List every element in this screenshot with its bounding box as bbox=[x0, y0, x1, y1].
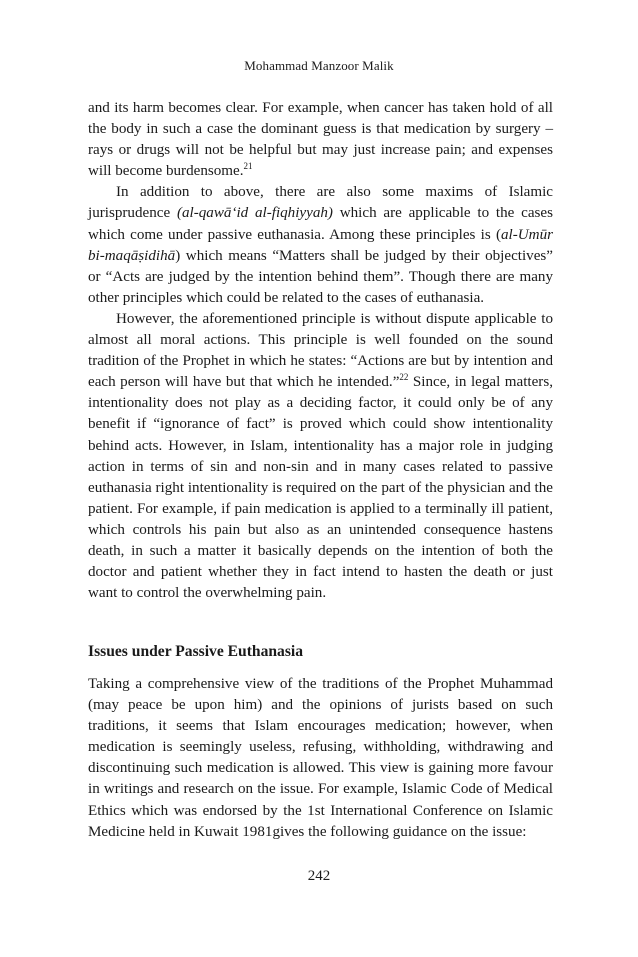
footnote-ref-22[interactable]: 22 bbox=[399, 372, 409, 383]
paragraph-2-maxim-term: al-Umūr bi-maqāṣidihā bbox=[88, 226, 553, 264]
paragraph-2-italic-term: (al-qawā‘id al-fiqhiyyah) bbox=[176, 205, 333, 222]
paragraph-1 bbox=[88, 98, 553, 182]
page-number: 242 bbox=[307, 868, 331, 884]
body-text-bottom bbox=[88, 674, 553, 843]
paragraph-3-text-b: Since, in legal matters, intentionality does not play as a deciding factor, it could only be of any benefit if “ignorance of fact” is proved which could show intentionality behind acts. However, in Islam, intentionality has a major role in judging action in terms of sin and non-sin and in many cases related to passive euthanasia right intentionality is required on the part of the physician and the patient. For example, if pain medication is applied to a terminally ill patient, which controls his pain but also as an unintended consequence hastens death, in such a matter it basically depends on the intention of both the doctor and patient whether they in fact intend to hasten the death or just want to control the overwhelming pain. bbox=[88, 374, 553, 602]
body-text-top bbox=[88, 98, 553, 604]
paragraph-2 bbox=[88, 182, 553, 309]
paragraph-2-text-c: ) which means “Matters shall be judged by their objectives” or “Acts are judged by the intention behind them”. Though there are many other principles which could be related to the cases of euthanasia. bbox=[88, 247, 553, 306]
footnote-ref-21[interactable]: 21 bbox=[243, 161, 253, 172]
paragraph-1-text: and its harm becomes clear. For example, when cancer has taken hold of all the body in such a case the dominant guess is that medication by surgery – rays or drugs will not be helpful but may just increase pain; and expenses will become burdensome. bbox=[88, 100, 553, 180]
paragraph-3-text-a: However, the aforementioned principle is without dispute applicable to almost all moral actions. This principle is well founded on the sound tradition of the Prophet in which he states: “Actions are but by intention and each person will have but that which he intended.” bbox=[88, 310, 553, 391]
running-header: Mohammad Manzoor Malik bbox=[244, 58, 394, 73]
paragraph-3 bbox=[88, 309, 553, 604]
paragraph-4: Taking a comprehensive view of the traditions of the Prophet Muhammad (may peace be upon him) and the opinions of jurists based on such traditions, it seems that Islam encourages medication; however, when medication is seemingly useless, refusing, withholding, withdrawing and discontinuing such medication is allowed. This view is gaining more favour in writings and research on the issue. For example, Islamic Code of Medical Ethics which was endorsed by the 1st International Conference on Islamic Medicine held in Kuwait 1981gives the following guidance on the issue: bbox=[88, 676, 553, 840]
paragraph-2-text-b: which are applicable to the cases which come under passive euthanasia. Among these principles is ( bbox=[88, 205, 553, 243]
section-heading: Issues under Passive Euthanasia bbox=[88, 643, 304, 660]
paragraph-2-text-a: In addition to above, there are also some maxims of Islamic jurisprudence bbox=[88, 184, 553, 222]
